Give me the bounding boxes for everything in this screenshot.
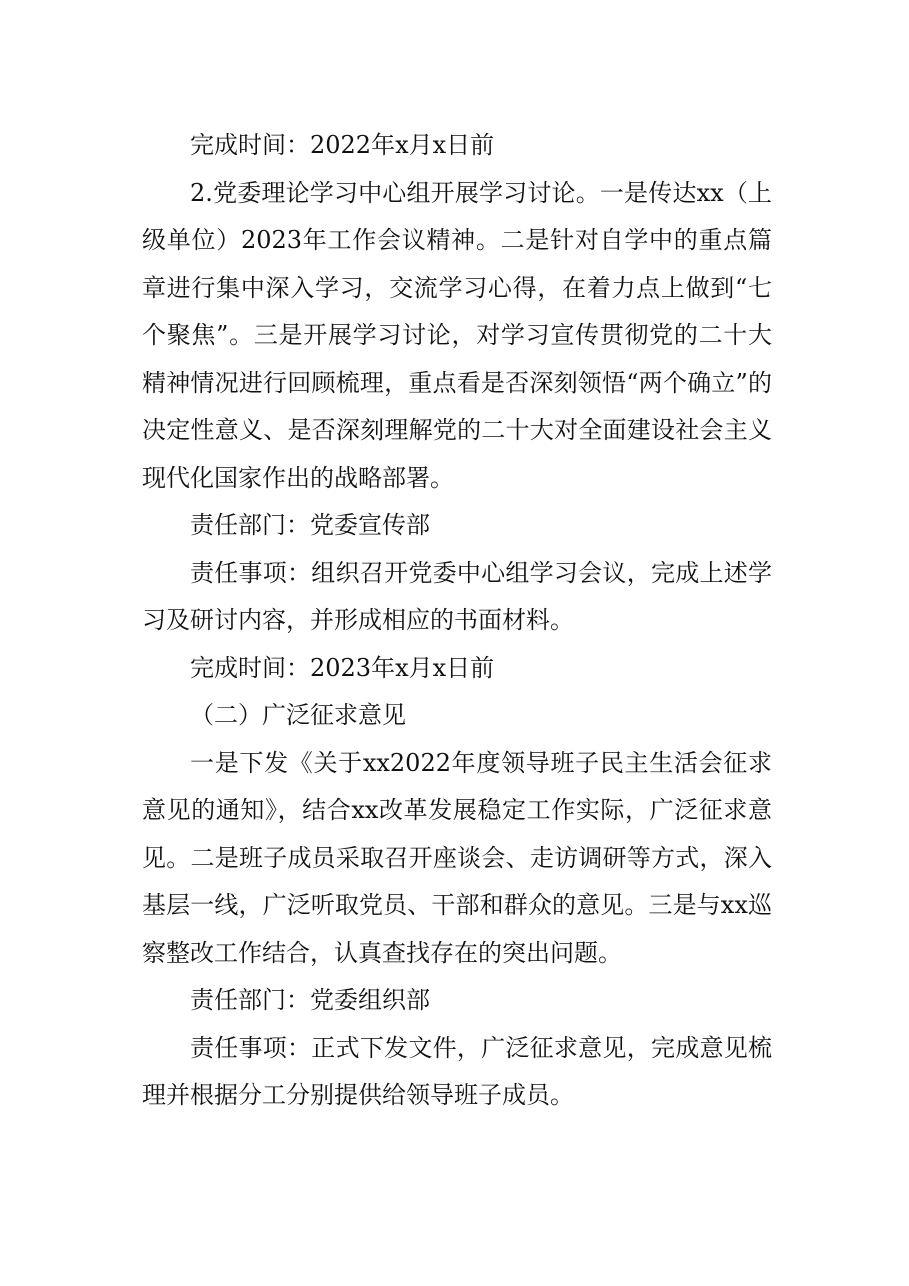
responsibility-matters-issue-documents: 责任事项：正式下发文件，广泛征求意见，完成意见梳理并根据分工分别提供给领导班子成员。 <box>142 1033 772 1109</box>
completion-time-line-2022: 完成时间：2022年x月x日前 <box>190 131 495 159</box>
document-body <box>142 122 772 1120</box>
responsible-department-organization: 责任部门：党委组织部 <box>190 986 430 1014</box>
solicit-opinions-paragraph: 一是下发《关于xx2022年度领导班子民主生活会征求意见的通知》，结合xx改革发展稳定工作实际，广泛征求意见。二是班子成员采取召开座谈会、走访调研等方式，深入基层一线，广泛听取党员、干部和群众的意见。三是与xx巡察整改工作结合，认真查找存在的突出问题。 <box>142 748 772 967</box>
item-2-theory-study-paragraph: 2.党委理论学习中心组开展学习讨论。一是传达xx（上级单位）2023年工作会议精神。二是针对自学中的重点篇章进行集中深入学习，交流学习心得，在着力点上做到“七个聚焦”。三是开展学习讨论，对学习宣传贯彻党的二十大精神情况进行回顾梳理，重点看是否深刻领悟“两个确立”的决定性意义、是否深刻理解党的二十大对全面建设社会主义现代化国家作出的战略部署。 <box>142 178 772 492</box>
completion-time-line-2023: 完成时间：2023年x月x日前 <box>190 653 495 682</box>
responsible-department-publicity: 责任部门：党委宣传部 <box>190 511 430 539</box>
responsibility-matters-study-meeting: 责任事项：组织召开党委中心组学习会议，完成上述学习及研讨内容，并形成相应的书面材料。 <box>142 558 772 634</box>
section-heading-solicit-opinions: （二）广泛征求意见 <box>190 701 406 729</box>
